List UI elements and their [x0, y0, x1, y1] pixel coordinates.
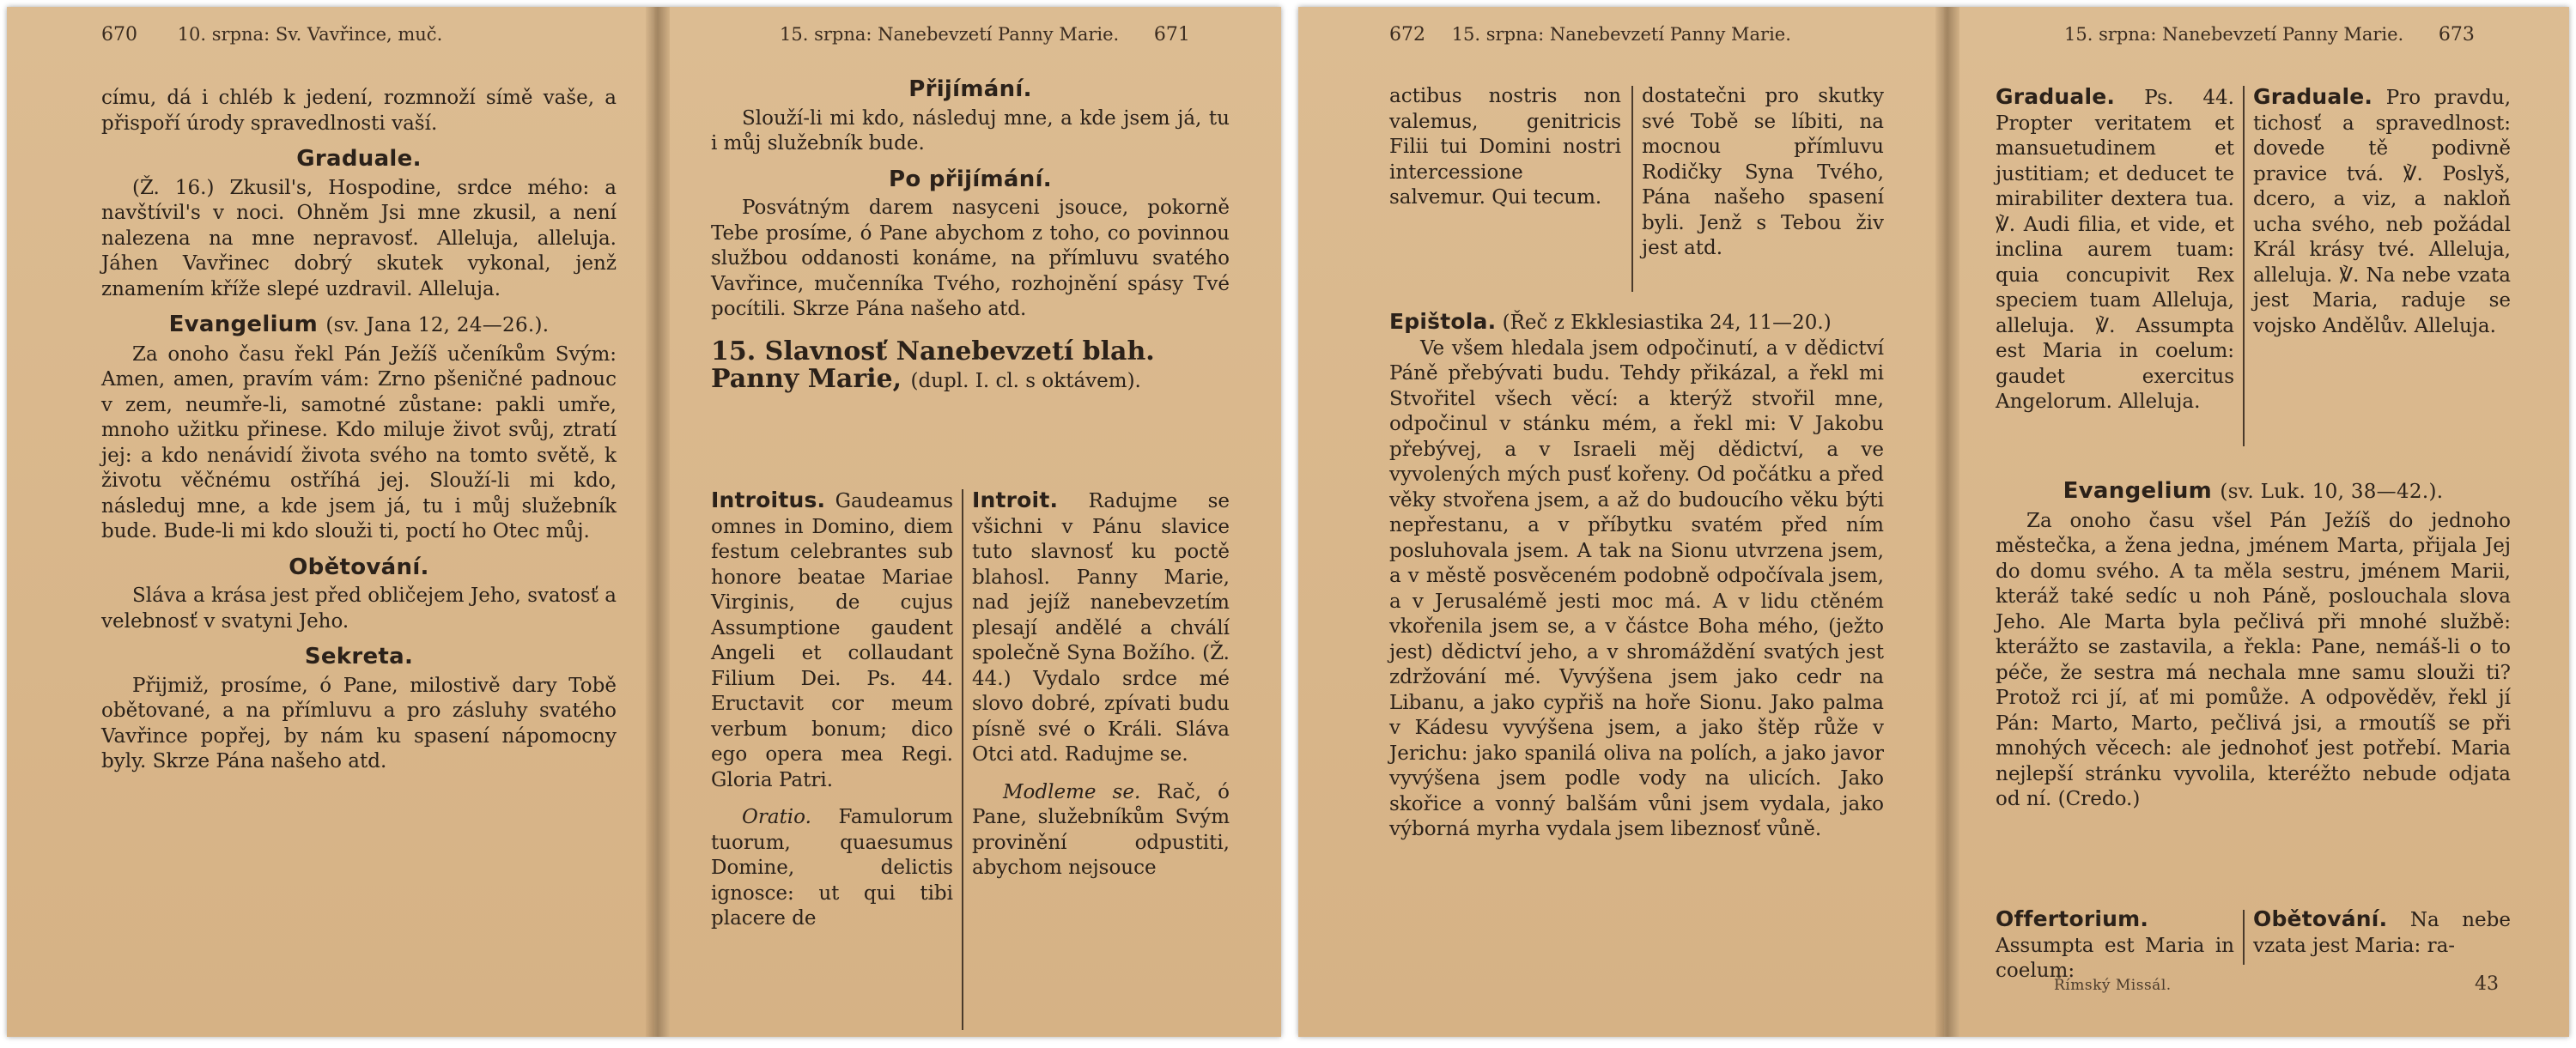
epistola-block: [1389, 309, 1884, 843]
feast-title: [711, 338, 1230, 395]
czech-column: [1642, 84, 1884, 262]
graduale-heading: Graduale.: [296, 146, 422, 172]
book-spread-right: [1298, 7, 2569, 1037]
page-671: [670, 7, 1281, 1037]
feast-name: Slavnosť Nanebevzetí blah. Panny Marie,: [711, 336, 1155, 394]
po-prijimani-heading: Po přijímání.: [889, 166, 1052, 192]
evangelium-text: Za onoho času všel Pán Ježíš do jednoho městečka, a žena jedna, jménem Marta, přijala Jej do domu svého. A ta měla sestru, jménem Marii, kteráž také sedíc u noh Páně, poslouchala slova Jeho. Ale Marta byla pečlivá při mnohé službě: kterážto se zastavila, a řekla: Pane, nemáš-li o to péče, že sestra má nechala mne samu slouži ti? Protož rci jí, ať mi pomůže. A odpověděv, řekl jí Pán: Marto, Marto, pečlivá jsi, a rmoutíš se při mnohých věcech: ale jednohoť jest potřebí. Maria nejlepší stránku vyvolila, kteréžto nebude odjata od ní. (Credo.): [1996, 509, 2511, 810]
column-divider: [2243, 910, 2245, 965]
gathering-signature: 43: [2475, 973, 2499, 995]
epistola-heading: Epištola.: [1389, 309, 1497, 334]
feast-number: 15.: [711, 336, 756, 366]
introitus-text: Gaudeamus omnes in Domino, diem festum celebrantes sub honore beatae Mariae Virginis, de cujus Assumptione gaudent Angeli et collaudant Filium Dei. Ps. 44. Eructavit cor meum verbum bonum; dico ego opera mea Regi. Gloria Patri.: [711, 490, 953, 791]
text-column: [101, 86, 617, 775]
page-header: [2064, 24, 2475, 45]
page-header: [780, 24, 1190, 45]
sekreta-heading: Sekreta.: [304, 644, 414, 669]
evangelium-heading-line: [1996, 479, 2511, 506]
epistola-text: Ve všem hledala jsem odpočinutí, a v dědictví Páně přebývati budu. Tehdy přikázal, a řekl mi Stvořitel všech věcí: a kterýž stvořil mne, odpočinul v stánku mém, a řekl mi: V Jakobu přebývej, a v Israeli měj dědictví, a ve vyvolených mých pusť kořeny. Od počátku a před věky stvořena jsem, a až do budoucího věku býti nepřestanu, a v příbytku svatém před ním posluhovala jsem. A tak na Sionu utvrzena jsem, a v městě posvěceném podobně odpočívala jsem, a v Jerusalémě jesti moc má. A v lidu ctěném vkořenila jsem se, a v částce Boha mého, (ježto jest) dědictví jeho, a v shromáždění svatých jest zdržování mé. Vyvýšena jsem jako cedr na Libanu, a jako cypřiš na hoře Sionu. Jako palma v Kádesu vyvýšena jsem, a jako štěp růže v Jerichu: jako spanilá oliva na polích, a jako javor vyvýšena jsem podle vody na ulicích. Jako skořice a vonný balšám vůni jsem vydala, jako výborná myrha vydala jsem libeznosť vůně.: [1389, 336, 1884, 840]
prijimani-heading: Přijímání.: [908, 76, 1032, 102]
book-gutter: [1935, 7, 1959, 1037]
feast-rank: (dupl. I. cl. s oktávem).: [910, 369, 1141, 392]
latin-oratio-continued: actibus nostris non valemus, genitricis Filii tui Domini nostri intercessione salvemur. Qui tecum.: [1389, 85, 1621, 209]
page-number: 672: [1389, 24, 1425, 45]
page-670: [7, 7, 654, 1037]
evangelium-heading: Evangelium: [2063, 478, 2213, 504]
running-title: 15. srpna: Nanebevzetí Panny Marie.: [2064, 24, 2404, 45]
graduale-czech-text: Pro pravdu, tichosť a spravedlnost: dovede tě podivně pravice tvá. ℣. Poslyš, dcero, a viz, a nakloň ucha svého, neb požádal Král krásy tvé. Alleluja, alleluja. ℣. Na nebe vzata jest Maria, raduje se vojsko Andělův. Alleluja.: [2253, 87, 2512, 337]
intro-paragraph: címu, dá i chléb k jedení, rozmnoží símě vaše, a přispoří úrody spravedlnosti vaší.: [101, 87, 617, 135]
czech-column-graduale: [2253, 84, 2511, 339]
czech-column: [972, 488, 1230, 881]
sekreta-text: Přijmiž, prosíme, ó Pane, milostivě dary Tobě obětované, a na přímluvu a pro zásluhy svatého Vavřince popřej, by nám ku spasení nápomocny byly. Skrze Pána našeho atd.: [101, 674, 617, 772]
po-prijimani-text: Posvátným darem nasyceni jsouce, pokorně Tebe prosíme, ó Pane abychom z toho, co povinnou službou oddanosti konáme, na přímluvu svatého Vavřince, mučenníka Tvého, rozhojnění spásy Tvé pocítili. Skrze Pána našeho atd.: [711, 197, 1230, 320]
introitus-heading: Introitus.: [711, 488, 826, 512]
introit-text: Radujme se všichni v Pánu slavice tuto slavnosť ku poctě blahosl. Panny Marie, nad jejíž nanebevzetím plesají andělé a chválí společně Syna Božího. (Ž. 44.) Vydalo srdce mé slovo dobré, zpívati budu písně své o Králi. Sláva Otci atd. Radujme se.: [972, 490, 1230, 766]
obetovani-heading: Obětování.: [289, 554, 429, 580]
offertorium-heading: Offertorium.: [1996, 906, 2149, 931]
prijimani-text: Slouží-li mi kdo, následuj mne, a kde jsem já, tu i můj služebník bude.: [711, 106, 1230, 154]
page-header: [101, 24, 442, 45]
czech-column-obetovani: [2253, 906, 2511, 959]
running-title: 10. srpna: Sv. Vavřince, muč.: [177, 24, 443, 45]
latin-column: [711, 488, 953, 932]
obetovani-text: Na nebe vzata jest Maria: ra-: [2253, 909, 2511, 957]
evangelium-heading: Evangelium: [168, 312, 318, 337]
czech-prayer-continued: dostatečni pro skutky své Tobě se líbiti, na mocnou přímluvu Rodičky Syna Tvého, Pána našeho spasení byli. Jenž s Tebou živ jest atd.: [1642, 85, 1884, 259]
column-divider: [2243, 86, 2245, 446]
oratio-text: Famulorum tuorum, quaesumus Domine, delictis ignosce: ut qui tibi placere de: [711, 806, 953, 930]
evangelium-heading-line: [101, 312, 617, 339]
graduale-latin-text: Ps. 44. Propter veritatem et mansuetudinem et justitiam; et deducet te mirabiliter dextera tua. ℣. Audi filia, et vide, et inclina aurem tuam: quia concupivit Rex speciem tuam Alleluja, alleluja. ℣. Assumpta est Maria in coelum: gaudet exercitus Angelorum. Alleluja.: [1996, 87, 2234, 413]
book-spread-left: [7, 7, 1281, 1037]
oratio-heading: Oratio.: [742, 806, 811, 828]
latin-column-graduale: [1996, 84, 2234, 415]
column-divider: [1631, 86, 1633, 292]
running-title: 15. srpna: Nanebevzetí Panny Marie.: [1451, 24, 1791, 45]
evangelium-text: Za onoho času řekl Pán Ježíš učeníkům Svým: Amen, amen, pravím vám: Zrno pšeničné padnouc v zem, neumře-li, samotné zůstane: pakli umře, mnoho užitku přinese. Kdo miluje život svůj, ztratí jej: a kdo nenávidí života svého na tomto světě, k životu věčnému ostříhá jej. Slouží-li mi kdo, následuj mne, a kde jsem já, tu i můj služebník bude. Bude-li mi kdo slouži ti, poctí ho Otec můj.: [101, 342, 617, 542]
page-672: [1298, 7, 1944, 1037]
offertorium-text: Assumpta est Maria in coelum:: [1996, 934, 2234, 982]
evangelium-block: [1996, 469, 2511, 813]
evangelium-reference: (sv. Luk. 10, 38—42.).: [2220, 481, 2444, 503]
epistola-reference: (Řeč z Ekklesiastika 24, 11—20.): [1502, 312, 1832, 334]
footer-book-title: Římský Missál.: [2054, 977, 2172, 994]
obetovani-heading: Obětování.: [2253, 906, 2388, 931]
page-number: 673: [2438, 24, 2475, 45]
graduale-czech-heading: Graduale.: [2253, 84, 2373, 109]
introit-heading: Introit.: [972, 488, 1059, 512]
page-673: [1959, 7, 2569, 1037]
page-header: [1389, 24, 1791, 45]
latin-column: [1389, 84, 1621, 211]
running-title: 15. srpna: Nanebevzetí Panny Marie.: [780, 24, 1120, 45]
graduale-text: (Ž. 16.) Zkusil's, Hospodine, srdce mého: a navštívil's v noci. Ohněm Jsi mne zkusil, a není nalezena na mne nepravosť. Alleluja, alleluja. Jáhen Vavřinec dobrý skutek vykonal, jenž znamením kříže slepé uzdravil. Alleluja.: [101, 176, 617, 300]
modleme-heading: Modleme se.: [1003, 780, 1141, 803]
column-divider: [962, 489, 963, 1030]
obetovani-text: Sláva a krása jest před obličejem Jeho, svatosť a velebnosť v svatyni Jeho.: [101, 585, 617, 633]
book-gutter: [646, 7, 670, 1037]
evangelium-reference: (sv. Jana 12, 24—26.).: [325, 314, 550, 336]
latin-column-offertorium: [1996, 906, 2234, 984]
graduale-latin-heading: Graduale.: [1996, 84, 2116, 109]
text-column-top: [711, 67, 1230, 403]
page-number: 671: [1153, 24, 1190, 45]
modleme-text: Rač, ó Pane, služebníkům Svým provinění odpustiti, abychom nejsouce: [972, 780, 1230, 879]
page-number: 670: [101, 24, 137, 45]
